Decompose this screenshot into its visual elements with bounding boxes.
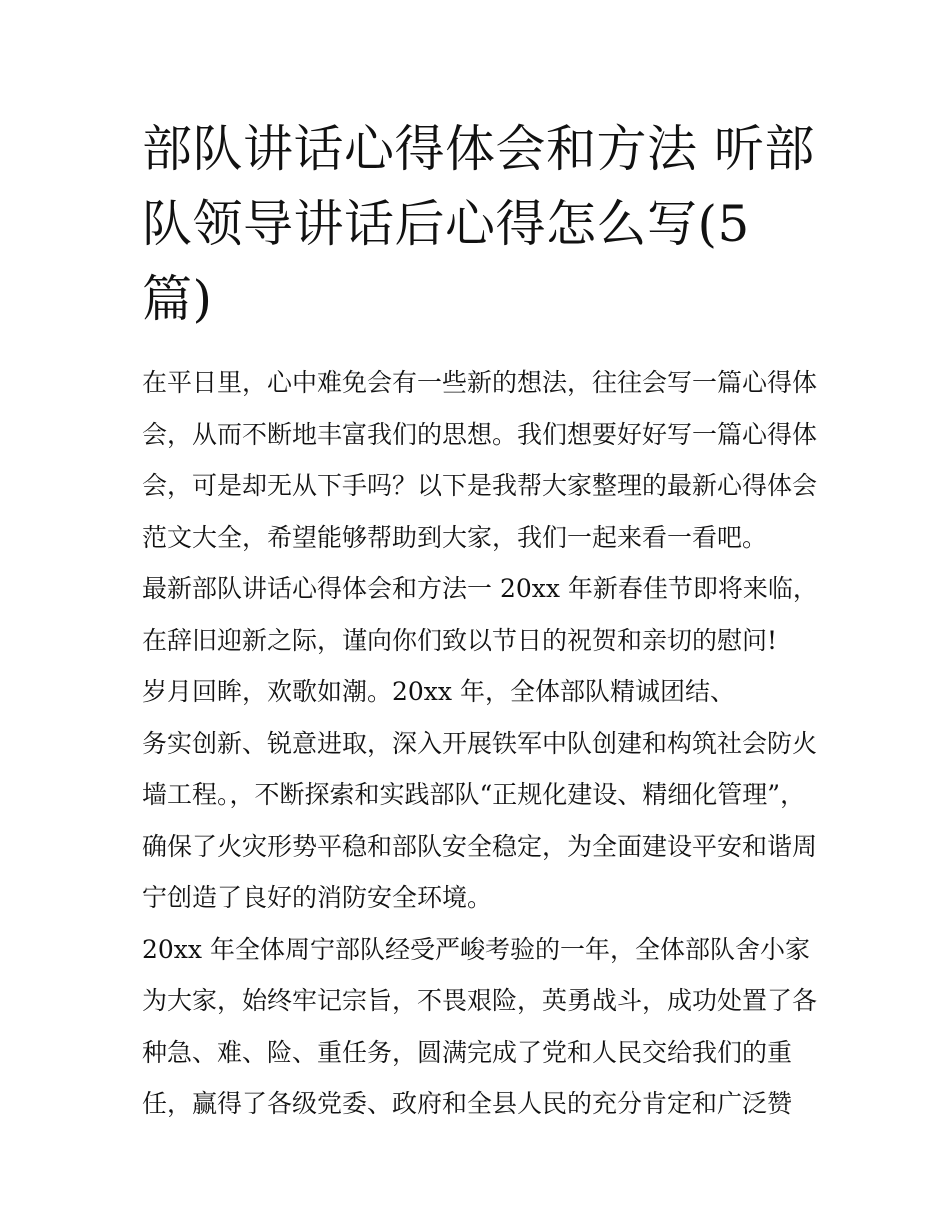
title-line: 部队讲话心得体会和方法 听部: [142, 120, 815, 178]
body-line: 任，赢得了各级党委、政府和全县人民的充分肯定和广泛赞: [142, 1089, 793, 1118]
body-line: 在辞旧迎新之际，谨向你们致以节日的祝贺和亲切的慰问!: [142, 625, 778, 655]
document-title: [142, 112, 822, 337]
body-line: 会，可是却无从下手吗？以下是我帮大家整理的最新心得体会: [142, 471, 818, 500]
title-line: 篇): [142, 270, 213, 328]
body-line: 确保了火灾形势平稳和部队安全稳定，为全面建设平安和谐周: [142, 831, 818, 861]
body-line: 会，从而不断地丰富我们的思想。我们想要好好写一篇心得体: [142, 419, 818, 449]
body-line: 宁创造了良好的消防安全环境。: [142, 883, 493, 912]
body-line: 在平日里，心中难免会有一些新的想法，往往会写一篇心得体: [142, 368, 818, 397]
body-line: 范文大全，希望能够帮助到大家，我们一起来看一看吧。: [142, 522, 768, 552]
body-line: 岁月回眸，欢歌如潮。20xx 年，全体部队精诚团结、: [142, 677, 735, 706]
body-line: 墙工程。，不断探索和实践部队“正规化建设、精细化管理”，: [142, 780, 806, 809]
body-line: 种急、难、险、重任务，圆满完成了党和人民交给我们的重: [142, 1037, 793, 1067]
document-body: [142, 357, 822, 1130]
body-line: 20xx 年全体周宁部队经受严峻考验的一年，全体部队舍小家: [142, 934, 810, 964]
body-line: 为大家，始终牢记宗旨，不畏艰险，英勇战斗，成功处置了各: [142, 986, 818, 1015]
body-line: 务实创新、锐意进取，深入开展铁军中队创建和构筑社会防火: [142, 728, 818, 758]
body-line: 最新部队讲话心得体会和方法一 20xx 年新春佳节即将来临，: [142, 574, 818, 603]
title-line: 队领导讲话后心得怎么写(5: [142, 195, 750, 253]
